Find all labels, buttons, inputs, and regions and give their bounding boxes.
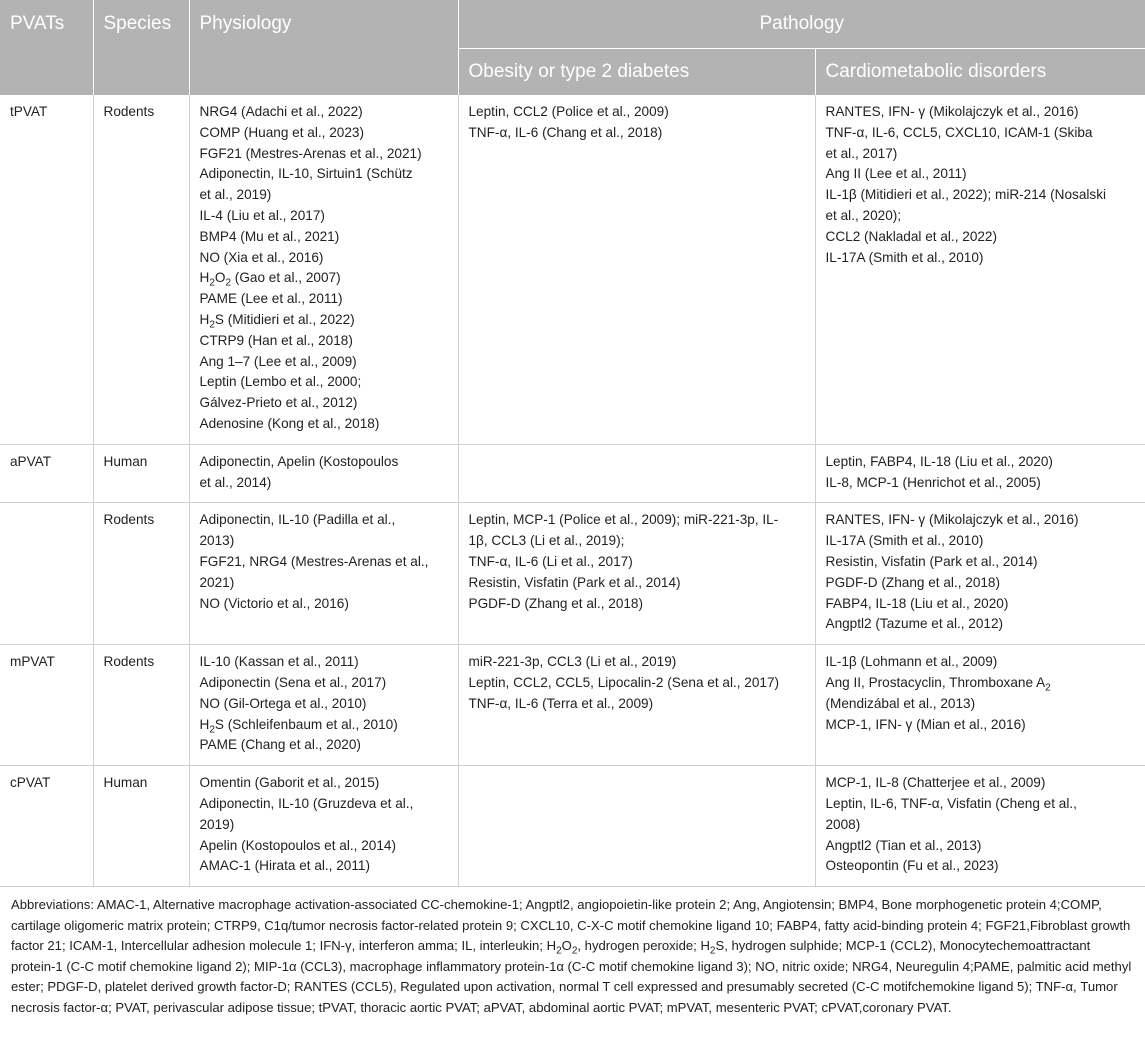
footnote-line: PAME, palmitic acid methyl ester; PDGF-D, platelet derived growth factor-D; RANTES (CCL5), Regulated upon activation, normal T cell expressed and presumably secreted (C-C motif [11,958,1132,995]
cell-line: Resistin, Visfatin (Park et al., 2014) [825,553,1038,569]
table-row [0,766,1145,887]
footnote-line: coronary PVAT. [862,1000,952,1016]
cell-obesity [458,645,815,766]
cell-line: IL-4 (Liu et al., 2017) [199,207,325,223]
cell-cardio [815,444,1145,503]
cell-line: et al., 2019) [199,187,272,203]
cell-line: miR-221-3p, CCL3 (Li et al., 2019) [468,654,677,670]
header-cardio: Cardiometabolic disorders [815,49,1145,96]
cell-line: Ang II (Lee et al., 2011) [825,166,967,182]
cell-obesity [458,766,815,887]
footnote-line: COMP, cartilage oligomeric matrix protein; CTRP9, C1q/tumor necrosis factor-related protein 9; CXCL10, C-X-C motif chemokine ligand 10; FABP4, fatty acid-binding protein 4; FGF21, [11,897,1102,933]
cell-line: Adiponectin, IL-10, Sirtuin1 (Schütz [199,166,413,182]
table-row [0,503,1145,645]
cell-line: Adiponectin, IL-10 (Padilla et al., [199,512,396,528]
cell-line: RANTES, IFN- γ (Mikolajczyk et al., 2016) [825,512,1079,528]
cell-obesity [458,503,815,645]
cell-line: et al., 2020); [825,207,902,223]
cell-obesity [458,444,815,503]
cell-physiology [189,645,458,766]
cell-line: CTRP9 (Han et al., 2018) [199,332,353,348]
cell-line: Ang 1–7 (Lee et al., 2009) [199,353,357,369]
cell-line: et al., 2014) [199,474,272,490]
cell-line: TNF-α, IL-6 (Li et al., 2017) [468,553,633,569]
cell-species: Rodents [93,503,189,645]
cell-line: 2008) [825,816,861,832]
cell-line: et al., 2017) [825,145,898,161]
cell-line: MCP-1, IFN- γ (Mian et al., 2016) [825,716,1026,732]
cell-line: $H_2S$ (Schleifenbaum et al., 2010) [199,716,398,736]
cell-cardio [815,95,1145,444]
cell-line: PGDF-D (Zhang et al., 2018) [468,595,644,611]
cell-line: Leptin, FABP4, IL-18 (Liu et al., 2020) [825,453,1053,469]
cell-line: Adiponectin, IL-10 (Gruzdeva et al., [199,795,414,811]
header-row [0,0,1145,49]
footnote-line: chemoattractant protein-1 (C-C motif chemokine ligand 2); MIP-1α (CCL3), macrophage inflammatory protein-1α (C-C motif chemokine ligand 3); NO, nitric oxide; NRG4, Neuregulin 4; [11,938,1091,974]
cell-line: Angptl2 (Tian et al., 2013) [825,837,982,853]
cell-line: $H_2O_2$ (Gao et al., 2007) [199,270,341,290]
cell-line: Ang II, Prostacyclin, Thromboxane $A_2$ [825,674,1051,694]
cell-physiology [189,95,458,444]
cell-pvat: cPVAT [0,766,93,887]
cell-pvat [0,503,93,645]
cell-line: Osteopontin (Fu et al., 2023) [825,858,999,874]
cell-line: RANTES, IFN- γ (Mikolajczyk et al., 2016) [825,104,1079,119]
cell-line: TNF-α, IL-6 (Terra et al., 2009) [468,695,654,711]
footnote-line: Fibroblast growth factor 21; ICAM-1, Intercellular adhesion molecule 1; IFN-γ, interferon amma; IL, interleukin; $H_2O_2$, hydrogen peroxide; $H_2S$, hydrogen sulphide; MCP-1 (CCL2), Monocyte [11,917,1131,957]
footnote-line: Abbreviations: AMAC-1, Alternative macrophage activation-associated CC-chemokine-1; Angptl2, angiopoietin-like protein 2; Ang, Angiotensin; BMP4, Bone morphogenetic protein 4; [11,897,1061,913]
cell-line: $H_2S$ (Mitidieri et al., 2022) [199,311,355,331]
cell-line: (Mendizábal et al., 2013) [825,695,976,711]
cell-line: CCL2 (Nakladal et al., 2022) [825,228,998,244]
cell-line: Leptin (Lembo et al., 2000; [199,374,362,390]
cell-species: Human [93,444,189,503]
cell-line: Leptin, IL-6, TNF-α, Visfatin (Cheng et al., [825,795,1077,811]
cell-line: BMP4 (Mu et al., 2021) [199,228,340,244]
cell-line: FGF21 (Mestres-Arenas et al., 2021) [199,145,422,161]
cell-line: NO (Xia et al., 2016) [199,249,324,265]
header-obesity: Obesity or type 2 diabetes [458,49,815,96]
cell-line: Leptin, CCL2, CCL5, Lipocalin-2 (Sena et al., 2017) [468,674,780,690]
cell-line: TNF-α, IL-6 (Chang et al., 2018) [468,124,663,140]
abbreviations-footnote [0,887,1145,1019]
cell-line: IL-17A (Smith et al., 2010) [825,249,984,265]
cell-species: Human [93,766,189,887]
cell-line: FGF21, NRG4 (Mestres-Arenas et al., [199,553,429,569]
cell-physiology [189,503,458,645]
cell-line: Adenosine (Kong et al., 2018) [199,415,380,431]
cell-line: 2013) [199,533,235,549]
cell-line: NRG4 (Adachi et al., 2022) [199,104,363,119]
cell-line: PAME (Lee et al., 2011) [199,291,343,307]
cell-line: PGDF-D (Zhang et al., 2018) [825,574,1001,590]
cell-physiology [189,766,458,887]
cell-line: COMP (Huang et al., 2023) [199,124,364,140]
cell-cardio [815,645,1145,766]
cell-line: Gálvez-Prieto et al., 2012) [199,395,358,411]
header-species: Species [93,0,189,95]
cell-line: TNF-α, IL-6, CCL5, CXCL10, ICAM-1 (Skiba [825,124,1093,140]
table-row [0,645,1145,766]
cell-line: Leptin, MCP-1 (Police et al., 2009); miR-221-3p, IL- [468,512,779,528]
table-row [0,444,1145,503]
cell-species: Rodents [93,95,189,444]
cell-physiology [189,444,458,503]
cell-line: Leptin, CCL2 (Police et al., 2009) [468,104,669,119]
cell-line: Angptl2 (Tazume et al., 2012) [825,616,1004,632]
header-pathology: Pathology [458,0,1145,49]
cell-line: MCP-1, IL-8 (Chatterjee et al., 2009) [825,775,1046,791]
cell-line: AMAC-1 (Hirata et al., 2011) [199,858,370,874]
cell-cardio [815,766,1145,887]
cell-pvat: mPVAT [0,645,93,766]
cell-line: 2019) [199,816,235,832]
cell-line: Omentin (Gaborit et al., 2015) [199,775,380,791]
cell-line: IL-1β (Lohmann et al., 2009) [825,654,998,670]
cell-pvat: aPVAT [0,444,93,503]
cell-line: PAME (Chang et al., 2020) [199,737,361,753]
cell-line: NO (Victorio et al., 2016) [199,595,349,611]
header-physiology: Physiology [189,0,458,95]
table-row [0,95,1145,444]
cell-line: IL-8, MCP-1 (Henrichot et al., 2005) [825,474,1041,490]
footnote-line: chemokine ligand 5); TNF-α, Tumor necrosis factor-α; PVAT, perivascular adipose tissue; tPVAT, thoracic aortic PVAT; aPVAT, abdominal aortic PVAT; mPVAT, mesenteric PVAT; cPVAT, [11,979,1118,1016]
cell-line: IL-1β (Mitidieri et al., 2022); miR-214 (Nosalski [825,187,1107,203]
cell-line: Adiponectin (Sena et al., 2017) [199,674,387,690]
cell-obesity [458,95,815,444]
cell-line: IL-17A (Smith et al., 2010) [825,533,984,549]
cell-line: Adiponectin, Apelin (Kostopoulos [199,453,399,469]
cell-line: IL-10 (Kassan et al., 2011) [199,654,359,670]
cell-species: Rodents [93,645,189,766]
cell-pvat: tPVAT [0,95,93,444]
cell-line: 2021) [199,574,235,590]
cell-cardio [815,503,1145,645]
cell-line: Apelin (Kostopoulos et al., 2014) [199,837,396,853]
cell-line: FABP4, IL-18 (Liu et al., 2020) [825,595,1009,611]
cell-line: Resistin, Visfatin (Park et al., 2014) [468,574,681,590]
cell-line: NO (Gil-Ortega et al., 2010) [199,695,367,711]
cell-line: 1β, CCL3 (Li et al., 2019); [468,533,625,549]
header-pvats: PVATs [0,0,93,95]
